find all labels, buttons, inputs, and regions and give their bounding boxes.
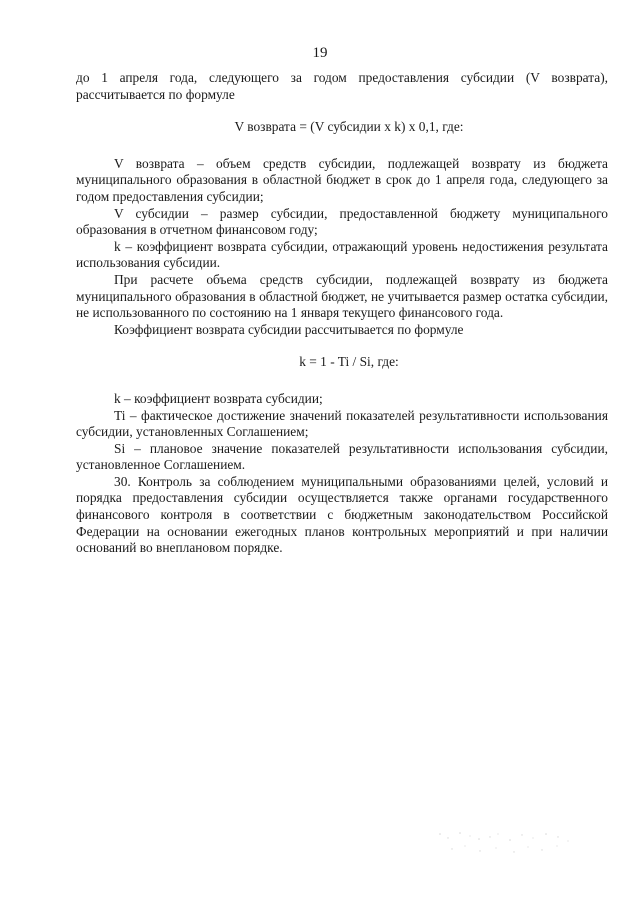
paragraph-control-30: 30. Контроль за соблюдением муниципальными образованиями целей, условий и порядка предоставления субсидии осуществляется также органами государственного финансового контроля в соответствии с бюджетным законодательством Российской Федерации на основании ежегодных планов контрольных мероприятий и при наличии оснований во внеплановом порядке.	[76, 473, 608, 556]
formula-return-volume: V возврата = (V субсидии x k) x 0,1, где:	[234, 119, 464, 135]
paragraph-continuation: до 1 апреля года, следующего за годом предоставления субсидии (V возврата), рассчитывается по формуле	[76, 70, 608, 102]
definition-v-return: V возврата – объем средств субсидии, подлежащей возврату из бюджета муниципального образования в областной бюджет в срок до 1 апреля года, следующего за годом предоставления субсидии;	[76, 155, 608, 204]
definition-v-subsidy: V субсидии – размер субсидии, предоставленной бюджету муниципального образования в отчетном финансовом году;	[76, 205, 608, 238]
paragraph-coefficient-intro: Коэффициент возврата субсидии рассчитывается по формуле	[114, 321, 464, 337]
definition-k-short: k – коэффициент возврата субсидии;	[114, 390, 323, 406]
definition-k: k – коэффициент возврата субсидии, отражающий уровень недостижения результата использования субсидии.	[76, 238, 608, 271]
definition-si: Si – плановое значение показателей результативности использования субсидии, установленное Соглашением.	[76, 440, 608, 473]
scan-noise-mark	[432, 826, 582, 860]
document-body	[76, 70, 608, 557]
definition-ti: Ti – фактическое достижение значений показателей результативности использования субсидии, установленных Соглашением;	[76, 407, 608, 440]
paragraph-calculation-note: При расчете объема средств субсидии, подлежащей возврату из бюджета муниципального образования в областной бюджет, не учитывается размер остатка субсидии, не использованного по состоянию на 1 января текущего финансового года.	[76, 271, 608, 321]
page-number: 19	[312, 45, 328, 61]
formula-coefficient: k = 1 - Ti / Si, где:	[299, 354, 399, 370]
